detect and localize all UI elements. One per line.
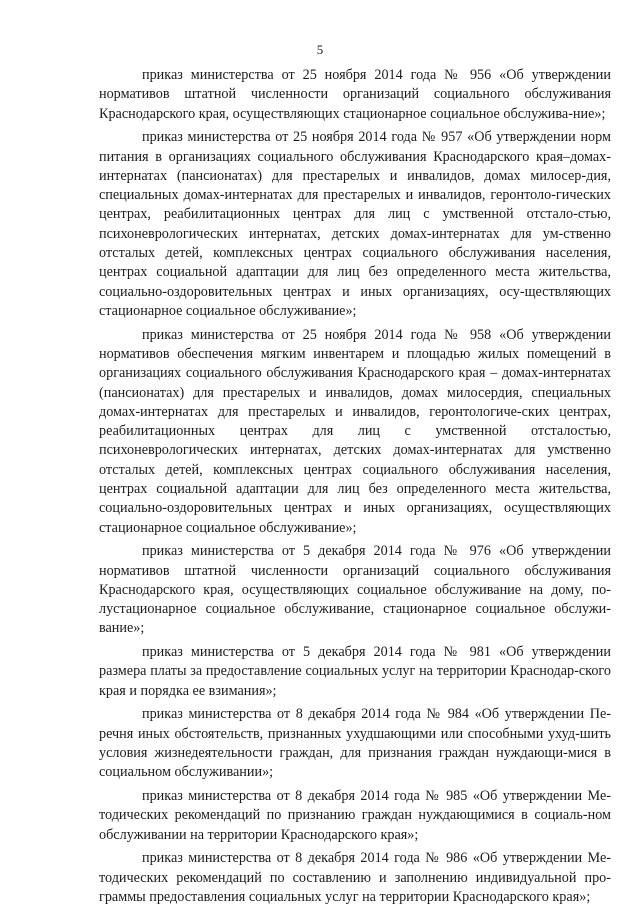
paragraph-order-957: приказ министерства от 25 ноября 2014 года № 957 «Об утверждении норм питания в организациях социального обслуживания Краснодарского края–домах-интернатах (пансионатах) для престарелых и инвалидов, домах милосер-дия, специальных домах-интернатах для престарелых и инвалидов, геронтоло-гических центрах, реабилитационных центрах для лиц с умственной отстало-стью, психоневрологических интернатах, детских домах-интернатах для ум-ственно отсталых детей, комплексных центрах социального обслуживания населения, центрах социальной адаптации для лиц без определенного места жительства, социально-оздоровительных центрах и иных организациях, осу-ществляющих стационарное социальное обслуживание»; [99,129,611,319]
paragraph-order-981: приказ министерства от 5 декабря 2014 года № 981 «Об утверждении размера платы за предоставление социальных услуг на территории Краснодар-ского края и порядка ее взимания»; [99,644,611,699]
paragraph-order-958: приказ министерства от 25 ноября 2014 года № 958 «Об утверждении нормативов обеспечения мягким инвентарем и площадью жилых помещений в организациях социального обслуживания Краснодарского края – домах-интернатах (пансионатах) для престарелых и инвалидов, домах милосердия, специальных домах-интернатах для престарелых и инвалидов, геронтологиче-ских центрах, реабилитационных центрах для лиц с умственной отсталостью, психоневрологических интернатах, детских домах-интернатах для умственно отсталых детей, комплексных центрах социального обслуживания населения, центрах социальной адаптации для лиц без определенного места жительства, социально-оздоровительных центрах и иных организациях, осуществляющих стационарное социальное обслуживание»; [99,326,611,536]
page-number: 5 [316,42,324,57]
paragraph-order-976: приказ министерства от 5 декабря 2014 года № 976 «Об утверждении нормативов штатной численности организаций социального обслуживания Краснодарского края, осуществляющих социальное обслуживание на дому, по-лустационарное социальное обслуживание, стационарное социальное обслужи-вание»; [99,543,611,637]
paragraph-order-956: приказ министерства от 25 ноября 2014 года № 956 «Об утверждении нормативов штатной численности организаций социального обслуживания Краснодарского края, осуществляющих стационарное социальное обслужива-ние»; [99,67,611,122]
paragraph-order-984: приказ министерства от 8 декабря 2014 года № 984 «Об утверждении Пе-речня иных обстоятельств, признанных ухудшающими или способными ухуд-шить условия жизнедеятельности граждан, для признания граждан нуждающи-мися в социальном обслуживании»; [99,706,611,781]
document-body [99,66,611,912]
paragraph-order-986: приказ министерства от 8 декабря 2014 года № 986 «Об утверждении Ме-тодических рекомендаций по составлению и заполнению индивидуальной про-граммы предоставления социальных услуг на территории Краснодарского края»; [99,850,611,905]
paragraph-order-985: приказ министерства от 8 декабря 2014 года № 985 «Об утверждении Ме-тодических рекомендаций по признанию граждан нуждающимися в социаль-ном обслуживании на территории Краснодарского края»; [99,788,611,843]
